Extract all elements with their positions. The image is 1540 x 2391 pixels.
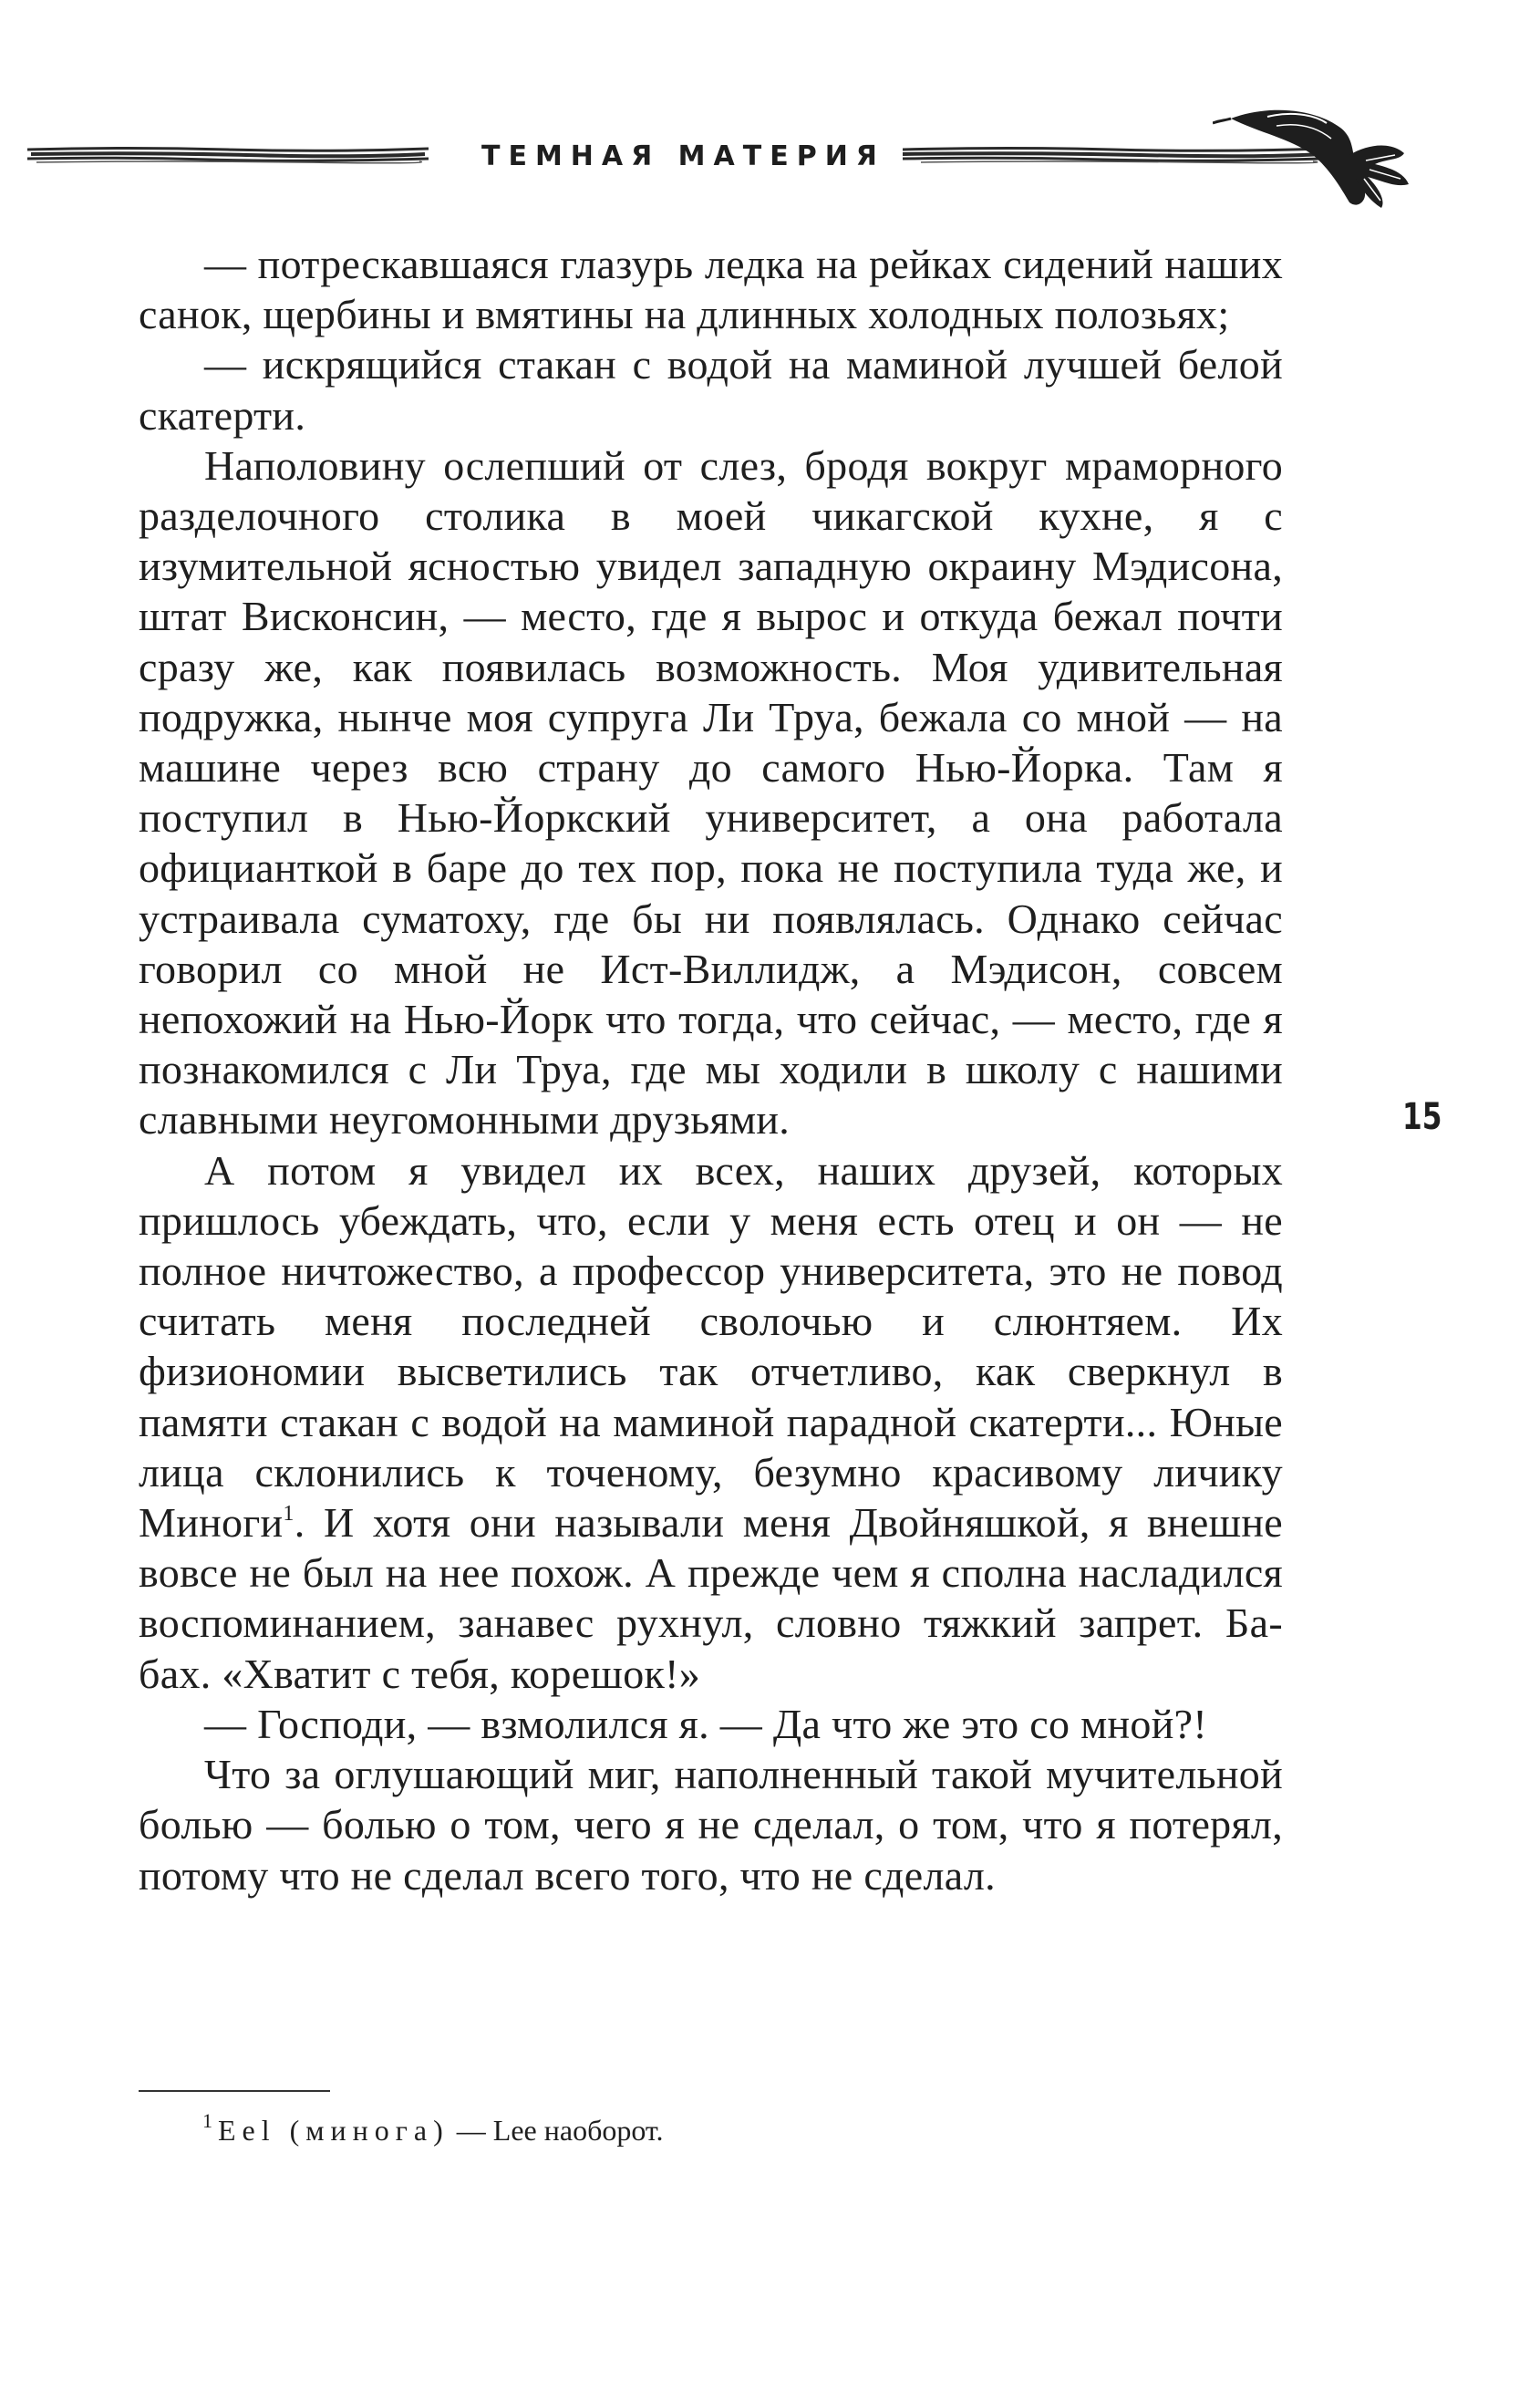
- paragraph: [139, 1145, 1283, 1699]
- running-header: [27, 100, 1395, 219]
- footnote-divider: [139, 2090, 330, 2092]
- decorative-rule-left-icon: [27, 144, 429, 164]
- footnote-term: Eel (минога): [218, 2114, 450, 2147]
- paragraph-text: . И хотя они называли меня Двойняшкой, я внешне вовсе не был на нее похож. А прежде чем я сполна насладился воспоминанием, занавес рухнул, словно тяжкий запрет. Ба-бах. «Хватит с тебя, корешок!»: [139, 1499, 1283, 1697]
- paragraph: Наполовину ослепший от слез, бродя вокруг мраморного разделочного столика в моей чикагской кухне, я с изумительной ясностью увидел западную окраину Мэдисона, штат Висконсин, — место, где я вырос и откуда бежал почти сразу же, как появилась возможность. Моя удивительная подружка, нынче моя супруга Ли Труа, бежала со мной — на машине через всю страну до самого Нью-Йорка. Там я поступил в Нью-Йоркский университет, а она работала официанткой в баре до тех пор, пока не поступила туда же, и устраивала суматоху, где бы ни появлялась. Однако сейчас говорил со мной не Ист-Виллидж, а Мэдисон, совсем непохожий на Нью-Йорк что тогда, что сейчас, — место, где я познакомился с Ли Труа, где мы ходили в школу с нашими славными неугомонными друзьями.: [139, 441, 1283, 1144]
- paragraph: — искрящийся стакан с водой на маминой лучшей белой скатерти.: [139, 341, 1283, 439]
- paragraph: Что за оглушающий миг, наполненный такой мучительной болью — болью о том, чего я не сделал, о том, что я потерял, потому что не сделал всего того, что не сделал.: [139, 1751, 1283, 1899]
- footnote-reference[interactable]: 1: [283, 1502, 295, 1527]
- footnote-text: — Lee наоборот.: [456, 2114, 664, 2147]
- paragraph-text: А потом я увидел их всех, наших друзей, которых пришлось убеждать, что, если у меня есть отец и он — не полное ничтожество, а профессор университета, это не повод считать меня последней сволочью и слюнтяем. Их физиономии высветились так отчетливо, как сверкнул в памяти стакан с водой на маминой парадной скатерти... Юные лица склонились к точеному, безумно красивому личику Миноги: [139, 1146, 1283, 1547]
- footnote: [202, 2109, 664, 2148]
- paragraph: — потрескавшаяся глазурь ледка на рейках сидений наших санок, щербины и вмятины на длинных холодных полозьях;: [139, 241, 1283, 338]
- main-text: [139, 239, 1283, 1900]
- running-title: ТЕМНАЯ МАТЕРИЯ: [481, 140, 885, 172]
- paragraph: — Господи, — взмолился я. — Да что же это со мной?!: [204, 1700, 1207, 1747]
- page-number: 15: [1402, 1096, 1442, 1138]
- footnote-mark: 1: [202, 2109, 212, 2132]
- bird-ornament-icon: [1213, 100, 1422, 219]
